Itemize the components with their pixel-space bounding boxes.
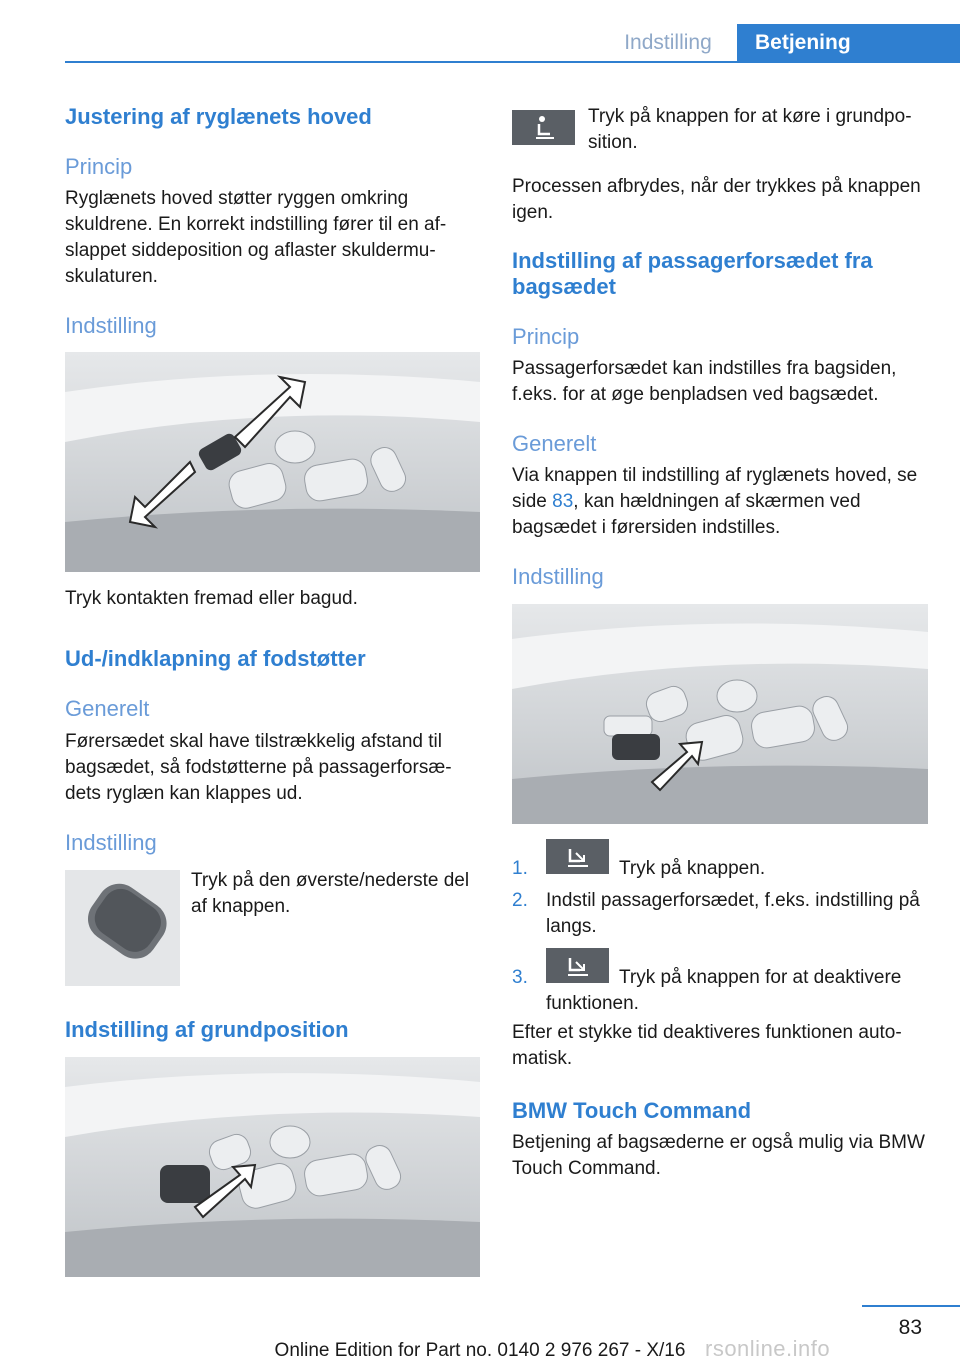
princip-text: Ryglænets hoved støtter ryggen omkring skuldrene. En korrekt indstilling fører til en afslappet siddeposition og aflaster skuldermuskulaturen. [65,188,447,287]
abort-text: Processen afbrydes, når der trykkes på knappen igen. [512,176,921,223]
touch-command-text: Betjening af bagsæderne er også mulig via BMW Touch Command. [512,1132,925,1179]
subheading-princip-2: Princip [512,324,580,349]
seat-recline-icon [512,110,575,145]
subheading-indstilling-2: Indstilling [65,830,157,855]
caption-press-switch: Tryk kontakten fremad eller bagud. [65,588,358,609]
footer-rule [862,1305,960,1307]
subheading-indstilling: Indstilling [65,313,157,338]
generelt-text-2 [512,463,928,541]
subheading-generelt-2: Generelt [512,431,597,456]
seat-panel-basic-illustration [65,1057,480,1277]
header-section-label: Indstilling [624,31,712,54]
seat-controls-photo-3 [512,604,928,824]
heading-footrest: Ud-/indklapning af fodstøtter [65,646,366,671]
seat-controls-photo-1 [65,352,480,572]
caption-footrest: Tryk på den øverste/nederste del af knappen. [191,870,470,917]
princip-text-2: Passagerforsædet kan indstilles fra bagsiden, f.eks. for at øge benpladsen ved bagsædet. [512,358,897,405]
generelt-text: Førersædet skal have tilstrækkelig afstand til bagsædet, så fodstøtterne på passagerforsædets ryglæn kan klappes ud. [65,731,452,804]
step-number-1: 1. [512,858,528,879]
caption-basic-position: Tryk på knappen for at køre i grundposition. [588,106,912,153]
heading-basic-position: Indstilling af grundposition [65,1017,349,1042]
basic-position-button-image [512,110,575,145]
subheading-indstilling-3: Indstilling [512,564,604,589]
heading-backrest-head: Justering af ryglænets hoved [65,104,372,129]
heading-passenger-seat: Indstilling af passagerforsædet fra bagsædet [512,248,873,299]
page-header [0,0,960,62]
passenger-seat-icon [546,839,609,874]
footrest-button-illustration [65,870,180,986]
step-text-3: Tryk på knappen for at deaktivere funktionen. [546,967,902,1014]
generelt-text-pre: Via knappen til indstilling af ryglænets hoved, se side [512,465,918,512]
subheading-princip: Princip [65,154,133,179]
seat-panel-illustration [65,352,480,572]
footrest-button-photo [65,870,180,986]
seat-panel-passenger-illustration [512,604,928,824]
heading-touch-command: BMW Touch Command [512,1098,752,1123]
page-number: 83 [898,1316,922,1339]
step-text-2: Indstil passagerforsædet, f.eks. indstilling på langs. [546,890,920,937]
page-link-83[interactable]: 83 [552,491,574,512]
step-number-2: 2. [512,890,528,911]
after-steps-text: Efter et stykke tid deaktiveres funktionen automatisk. [512,1022,902,1069]
subheading-generelt: Generelt [65,696,150,721]
step-number-3: 3. [512,967,528,988]
footer-edition: Online Edition for Part no. 0140 2 976 267 - X/16 [274,1340,686,1361]
watermark: rsonline.info [705,1336,831,1361]
header-rule [65,61,960,63]
header-chapter-tab: Betjening [737,24,960,62]
passenger-seat-button-image-1 [546,839,609,874]
generelt-text-post: , kan hældningen af skærmen ved bagsædet i førersiden indstilles. [512,491,861,538]
seat-controls-photo-2 [65,1057,480,1277]
step-text-1: Tryk på knappen. [619,858,766,879]
